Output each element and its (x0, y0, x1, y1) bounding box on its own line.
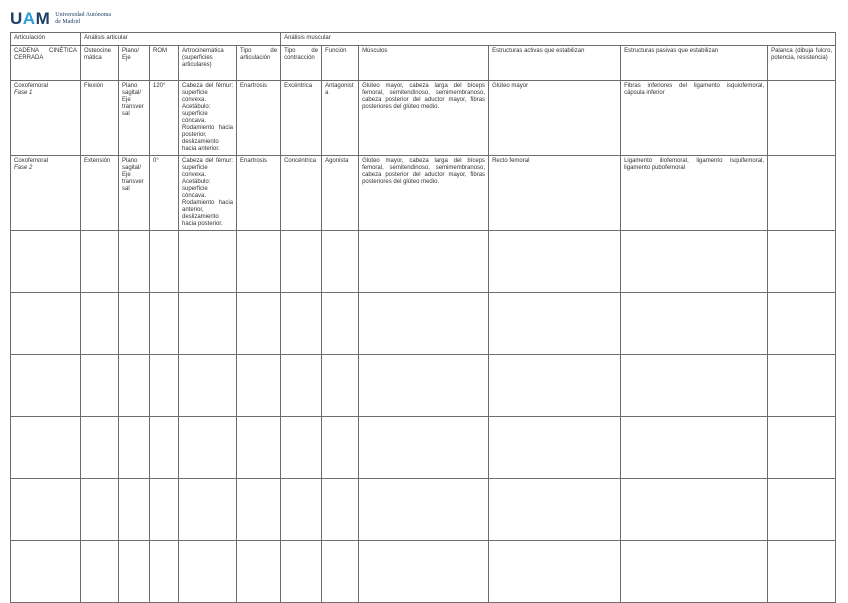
empty-cell (179, 541, 237, 603)
header-cell: CADENA CINÉTICA CERRADA (11, 46, 81, 81)
empty-cell (489, 231, 621, 293)
empty-cell (621, 541, 768, 603)
plane-cell: Plano sagital/ Eje transversal (119, 81, 150, 156)
empty-cell (621, 293, 768, 355)
empty-cell (119, 355, 150, 417)
empty-cell (81, 355, 119, 417)
empty-cell (150, 479, 179, 541)
muscles-cell: Glúteo mayor, cabeza larga del bíceps femoral, semitendinoso, semimembranoso, cabeza posterior del aductor mayor, fibras posteriores del glúteo medio. (359, 81, 489, 156)
header-cell: Artrocinemática (superficies articulares) (179, 46, 237, 81)
empty-cell (322, 231, 359, 293)
empty-cell (322, 541, 359, 603)
empty-cell (119, 479, 150, 541)
empty-cell (768, 355, 836, 417)
rom-cell: 0° (150, 156, 179, 231)
empty-cell (281, 231, 322, 293)
empty-cell (119, 293, 150, 355)
section-analisis-articular: Análisis articular (81, 33, 281, 46)
empty-cell (179, 479, 237, 541)
header-cell: Función (322, 46, 359, 81)
empty-cell (179, 293, 237, 355)
empty-cell (621, 355, 768, 417)
empty-cell (489, 541, 621, 603)
empty-cell (359, 479, 489, 541)
osteo-cell: Extensión (81, 156, 119, 231)
section-analisis-muscular: Análisis muscular (281, 33, 836, 46)
logo-line-2: de Madrid (55, 19, 81, 25)
empty-row (11, 417, 836, 479)
empty-cell (11, 479, 81, 541)
empty-cell (81, 293, 119, 355)
empty-cell (119, 541, 150, 603)
empty-cell (81, 417, 119, 479)
empty-cell (237, 231, 281, 293)
empty-cell (768, 479, 836, 541)
empty-cell (150, 417, 179, 479)
header-cell: Tipo de contracción (281, 46, 322, 81)
empty-cell (281, 417, 322, 479)
contraction-cell: Concéntrica (281, 156, 322, 231)
passive-cell: Fibras inferiores del ligamento isquiofemoral, cápsula inferior (621, 81, 768, 156)
lever-cell (768, 81, 836, 156)
header-cell: Estructuras activas que estabilizan (489, 46, 621, 81)
empty-row (11, 355, 836, 417)
artro-cell: Cabeza del fémur: superficie convexa. Acetábulo: superficie cóncava. Rodamiento hacia anterior, deslizamiento hacia posterior. (179, 156, 237, 231)
logo-line-1: Universidad Autónoma (55, 12, 112, 18)
art-type-cell: Enartrosis (237, 156, 281, 231)
contraction-cell: Excéntrica (281, 81, 322, 156)
header-row (11, 46, 836, 81)
empty-cell (237, 479, 281, 541)
empty-cell (322, 293, 359, 355)
empty-cell (768, 541, 836, 603)
header-cell: Osteocinemática (81, 46, 119, 81)
empty-cell (768, 231, 836, 293)
art-type-cell: Enartrosis (237, 81, 281, 156)
empty-cell (322, 479, 359, 541)
osteo-cell: Flexión (81, 81, 119, 156)
table-row (11, 156, 836, 231)
empty-cell (322, 417, 359, 479)
empty-cell (237, 355, 281, 417)
logo-mark: UAM (10, 9, 51, 28)
empty-cell (237, 541, 281, 603)
function-cell: Agonista (322, 156, 359, 231)
plane-cell: Plano sagital/ Eje transversal (119, 156, 150, 231)
logo-text (55, 12, 111, 26)
empty-cell (150, 541, 179, 603)
header-cell: Estructuras pasivas que estabilizan (621, 46, 768, 81)
empty-cell (81, 541, 119, 603)
empty-cell (237, 417, 281, 479)
joint-cell: Coxofemoral Fase 1 (11, 81, 81, 156)
empty-cell (489, 293, 621, 355)
empty-cell (11, 231, 81, 293)
header-cell: ROM (150, 46, 179, 81)
passive-cell: Ligamento iliofemoral, ligamento isquifemoral, ligamento pubofemoral (621, 156, 768, 231)
phase-label: Fase 1 (14, 90, 33, 96)
lever-cell (768, 156, 836, 231)
empty-cell (768, 417, 836, 479)
empty-cell (768, 293, 836, 355)
function-cell: Antagonista (322, 81, 359, 156)
empty-cell (621, 479, 768, 541)
empty-cell (11, 355, 81, 417)
empty-row (11, 293, 836, 355)
empty-cell (621, 417, 768, 479)
joint-cell: Coxofemoral Fase 2 (11, 156, 81, 231)
rom-cell: 120° (150, 81, 179, 156)
empty-cell (359, 355, 489, 417)
empty-cell (322, 355, 359, 417)
header-cell: Tipo de articulación (237, 46, 281, 81)
empty-cell (179, 355, 237, 417)
empty-cell (179, 231, 237, 293)
empty-cell (489, 479, 621, 541)
active-cell: Glúteo mayor (489, 81, 621, 156)
empty-cell (359, 417, 489, 479)
empty-cell (489, 355, 621, 417)
empty-cell (81, 231, 119, 293)
empty-row (11, 479, 836, 541)
header-cell: Palanca (dibuja fulcro, potencia, resistencia) (768, 46, 836, 81)
empty-cell (489, 417, 621, 479)
empty-row (11, 231, 836, 293)
table-row (11, 81, 836, 156)
empty-cell (150, 293, 179, 355)
header-cell: Músculos (359, 46, 489, 81)
section-row (11, 33, 836, 46)
muscles-cell: Glúteo mayor, cabeza larga del bíceps femoral, semitendinoso, semimembranoso, cabeza posterior del aductor mayor, fibras posteriores del glúteo medio. (359, 156, 489, 231)
empty-cell (281, 541, 322, 603)
empty-cell (281, 479, 322, 541)
empty-cell (179, 417, 237, 479)
empty-cell (359, 293, 489, 355)
empty-cell (281, 293, 322, 355)
empty-cell (150, 355, 179, 417)
empty-cell (237, 293, 281, 355)
empty-cell (359, 541, 489, 603)
empty-cell (621, 231, 768, 293)
phase-label: Fase 2 (14, 165, 33, 171)
empty-cell (150, 231, 179, 293)
empty-cell (11, 541, 81, 603)
section-articulacion: Articulación (11, 33, 81, 46)
header-cell: Plano/ Eje (119, 46, 150, 81)
artro-cell: Cabeza del fémur: superficie convexa. Acetábulo: superficie cóncava. Rodamiento hacia posterior, deslizamiento hacia anterior. (179, 81, 237, 156)
empty-cell (11, 417, 81, 479)
active-cell: Recto femoral (489, 156, 621, 231)
empty-cell (81, 479, 119, 541)
empty-cell (11, 293, 81, 355)
empty-cell (281, 355, 322, 417)
uam-logo (10, 9, 111, 29)
empty-row (11, 541, 836, 603)
analysis-table (10, 32, 836, 603)
empty-cell (119, 231, 150, 293)
empty-cell (119, 417, 150, 479)
empty-cell (359, 231, 489, 293)
